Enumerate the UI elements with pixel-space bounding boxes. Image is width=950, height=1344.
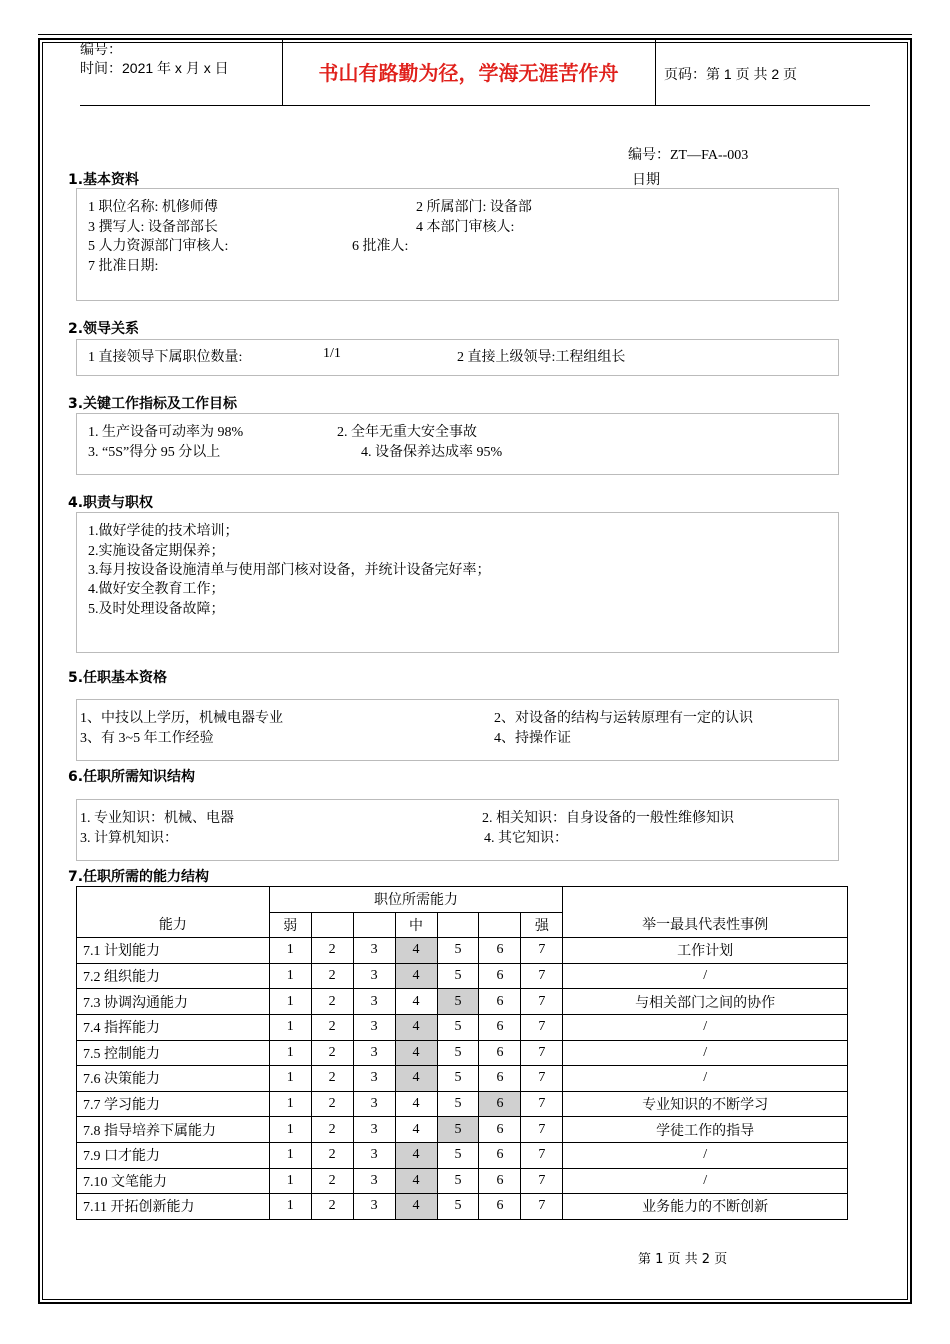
ability-row: [77, 1168, 848, 1194]
ability-level-cell: 1: [269, 938, 311, 964]
ability-level-cell: 4: [395, 1040, 437, 1066]
approval-date-field: 7 批准日期:: [88, 259, 159, 274]
ability-level-cell: 1: [269, 1040, 311, 1066]
ability-level-cell: 4: [395, 989, 437, 1015]
doc-code: 编号：ZT—FA--003: [628, 148, 749, 163]
ability-example: /: [563, 963, 848, 989]
ability-level-cell: 5: [437, 1117, 479, 1143]
dept-reviewer-field: 4 本部门审核人:: [416, 220, 515, 235]
ability-level-cell: 6: [479, 1014, 521, 1040]
ability-level-cell: 6: [479, 1142, 521, 1168]
ability-name: 7.4 指挥能力: [77, 1014, 270, 1040]
page-footer: 第 1 页 共 2 页: [638, 1252, 728, 1267]
ability-row: [77, 938, 848, 964]
ability-level-cell: 6: [479, 963, 521, 989]
scale-weak: 弱: [269, 912, 311, 938]
header-page-info: 页码：第 1 页 共 2 页: [664, 66, 798, 82]
ability-level-cell: 5: [437, 1168, 479, 1194]
scale-mid: 中: [395, 912, 437, 938]
ability-level-cell: 7: [521, 938, 563, 964]
ability-level-cell: 5: [437, 1091, 479, 1117]
ability-row: [77, 1091, 848, 1117]
qualification-3: 3、有 3~5 年工作经验: [80, 731, 214, 746]
ability-level-cell: 3: [353, 963, 395, 989]
ability-table: [76, 886, 848, 1220]
knowledge-4: 4. 其它知识：: [484, 831, 568, 846]
duty-item: 3.每月按设备设施清单与使用部门核对设备，并统计设备完好率；: [88, 563, 491, 578]
top-rule: [38, 34, 912, 35]
ability-level-cell: 4: [395, 1117, 437, 1143]
kpi-4: 4. 设备保养达成率 95%: [361, 445, 503, 460]
ability-level-cell: 3: [353, 1168, 395, 1194]
ability-name: 7.6 决策能力: [77, 1066, 270, 1092]
ability-level-cell: 1: [269, 963, 311, 989]
ability-level-cell: 7: [521, 1117, 563, 1143]
ability-level-cell: 3: [353, 989, 395, 1015]
ability-level-cell: 7: [521, 963, 563, 989]
ability-level-cell: 1: [269, 1142, 311, 1168]
ability-level-cell: 2: [311, 1117, 353, 1143]
ability-level-cell: 7: [521, 1066, 563, 1092]
ability-example: 学徒工作的指导: [563, 1117, 848, 1143]
ability-level-cell: 4: [395, 963, 437, 989]
ability-name: 7.1 计划能力: [77, 938, 270, 964]
ability-example: 专业知识的不断学习: [563, 1091, 848, 1117]
ability-name: 7.8 指导培养下属能力: [77, 1117, 270, 1143]
ability-example: /: [563, 1066, 848, 1092]
ability-level-cell: 3: [353, 1194, 395, 1220]
job-title-field: 1 职位名称: 机修师傅: [88, 200, 218, 215]
ability-level-cell: 1: [269, 1066, 311, 1092]
knowledge-3: 3. 计算机知识：: [80, 831, 178, 846]
ability-level-cell: 7: [521, 1040, 563, 1066]
ability-level-cell: 1: [269, 989, 311, 1015]
section-5-title: 5.任职基本资格: [68, 670, 168, 686]
ability-level-cell: 2: [311, 963, 353, 989]
ability-row: [77, 1194, 848, 1220]
ability-row: [77, 989, 848, 1015]
hr-reviewer-field: 5 人力资源部门审核人:: [88, 239, 229, 254]
kpi-3: 3. “5S”得分 95 分以上: [88, 445, 221, 460]
ability-level-cell: 4: [395, 1014, 437, 1040]
ability-level-cell: 5: [437, 1014, 479, 1040]
ability-example: 工作计划: [563, 938, 848, 964]
section-3-title: 3.关键工作指标及工作目标: [68, 396, 238, 412]
ability-name: 7.10 文笔能力: [77, 1168, 270, 1194]
ability-level-cell: 2: [311, 1142, 353, 1168]
section-7-title: 7.任职所需的能力结构: [68, 869, 210, 885]
kpi-1: 1. 生产设备可动率为 98%: [88, 425, 244, 440]
ability-level-cell: 4: [395, 1168, 437, 1194]
header-motto: 书山有路勤为径，学海无涯苦作舟: [282, 40, 656, 106]
ability-level-cell: 2: [311, 938, 353, 964]
ability-level-cell: 4: [395, 1066, 437, 1092]
ability-level-cell: 5: [437, 938, 479, 964]
ability-level-cell: 3: [353, 1091, 395, 1117]
ability-example: 业务能力的不断创新: [563, 1194, 848, 1220]
ability-level-cell: 2: [311, 1040, 353, 1066]
ability-level-cell: 5: [437, 1040, 479, 1066]
ability-row: [77, 963, 848, 989]
ability-level-cell: 2: [311, 1091, 353, 1117]
ability-row: [77, 1066, 848, 1092]
ability-name: 7.7 学习能力: [77, 1091, 270, 1117]
ability-level-cell: 7: [521, 1194, 563, 1220]
approver-field: 6 批准人:: [352, 239, 409, 254]
ability-level-cell: 5: [437, 1066, 479, 1092]
ability-level-cell: 5: [437, 1142, 479, 1168]
header-left: [80, 40, 283, 106]
ability-level-cell: 2: [311, 989, 353, 1015]
ability-level-cell: 6: [479, 938, 521, 964]
ability-level-cell: 6: [479, 1091, 521, 1117]
ability-level-cell: 6: [479, 1117, 521, 1143]
ability-level-cell: 2: [311, 1014, 353, 1040]
ability-example: /: [563, 1040, 848, 1066]
kpi-2: 2. 全年无重大安全事故: [337, 425, 477, 440]
ability-level-cell: 5: [437, 963, 479, 989]
section-1-title: 1.基本资料: [68, 172, 140, 188]
duty-item: 1.做好学徒的技术培训；: [88, 524, 239, 539]
department-field: 2 所属部门: 设备部: [416, 200, 532, 215]
duty-item: 4.做好安全教育工作；: [88, 582, 225, 597]
section-2-title: 2.领导关系: [68, 321, 140, 337]
doc-number-label: 编号：: [80, 41, 122, 57]
duty-item: 5.及时处理设备故障；: [88, 602, 225, 617]
ability-level-cell: 6: [479, 1168, 521, 1194]
duty-item: 2.实施设备定期保养；: [88, 544, 225, 559]
col-example-header: 举一最具代表性事例: [563, 887, 848, 938]
ability-level-cell: 4: [395, 1194, 437, 1220]
ability-level-cell: 1: [269, 1117, 311, 1143]
ability-level-cell: 2: [311, 1194, 353, 1220]
ability-level-cell: 7: [521, 1014, 563, 1040]
ability-example: /: [563, 1142, 848, 1168]
ability-name: 7.5 控制能力: [77, 1040, 270, 1066]
col-ability-header: 能力: [77, 887, 270, 938]
ability-name: 7.9 口才能力: [77, 1142, 270, 1168]
section-4-title: 4.职责与职权: [68, 495, 154, 511]
ability-row: [77, 1142, 848, 1168]
ability-level-cell: 7: [521, 1091, 563, 1117]
ability-level-cell: 2: [311, 1168, 353, 1194]
direct-superior: 2 直接上级领导:工程组组长: [457, 350, 626, 365]
header-rule: [80, 105, 870, 106]
ability-example: /: [563, 1168, 848, 1194]
ability-level-cell: 3: [353, 938, 395, 964]
ability-row: [77, 1117, 848, 1143]
ability-level-cell: 3: [353, 1142, 395, 1168]
ability-level-cell: 1: [269, 1168, 311, 1194]
ability-name: 7.11 开拓创新能力: [77, 1194, 270, 1220]
ability-level-cell: 1: [269, 1091, 311, 1117]
ability-level-cell: 4: [395, 1142, 437, 1168]
qualification-4: 4、持操作证: [494, 731, 571, 746]
ability-level-cell: 4: [395, 938, 437, 964]
date-line: 时间：2021 年 x 月 x 日: [80, 60, 229, 76]
ability-level-cell: 2: [311, 1066, 353, 1092]
ability-level-cell: 1: [269, 1014, 311, 1040]
knowledge-1: 1. 专业知识：机械、电器: [80, 811, 234, 826]
knowledge-2: 2. 相关知识：自身设备的一般性维修知识: [482, 811, 734, 826]
section-6-title: 6.任职所需知识结构: [68, 769, 196, 785]
ability-example: 与相关部门之间的协作: [563, 989, 848, 1015]
ability-level-cell: 5: [437, 989, 479, 1015]
ability-level-cell: 6: [479, 1194, 521, 1220]
ability-name: 7.2 组织能力: [77, 963, 270, 989]
qualification-1: 1、中技以上学历，机械电器专业: [80, 711, 283, 726]
ability-level-cell: 3: [353, 1117, 395, 1143]
ability-level-cell: 4: [395, 1091, 437, 1117]
subordinate-count-value: 1/1: [323, 346, 341, 361]
ability-level-cell: 6: [479, 989, 521, 1015]
qualification-2: 2、对设备的结构与运转原理有一定的认识: [494, 711, 753, 726]
ability-row: [77, 1014, 848, 1040]
doc-date-label: 日期: [632, 173, 660, 188]
ability-level-cell: 3: [353, 1066, 395, 1092]
ability-level-cell: 7: [521, 1142, 563, 1168]
writer-field: 3 撰写人: 设备部部长: [88, 220, 218, 235]
ability-example: /: [563, 1014, 848, 1040]
ability-level-cell: 3: [353, 1040, 395, 1066]
ability-row: [77, 1040, 848, 1066]
col-required-header: 职位所需能力: [269, 887, 563, 913]
ability-level-cell: 3: [353, 1014, 395, 1040]
ability-level-cell: 1: [269, 1194, 311, 1220]
ability-level-cell: 6: [479, 1066, 521, 1092]
subordinate-count-label: 1 直接领导下属职位数量:: [88, 350, 243, 365]
ability-level-cell: 7: [521, 989, 563, 1015]
ability-level-cell: 6: [479, 1040, 521, 1066]
ability-level-cell: 7: [521, 1168, 563, 1194]
scale-strong: 强: [521, 912, 563, 938]
ability-name: 7.3 协调沟通能力: [77, 989, 270, 1015]
ability-level-cell: 5: [437, 1194, 479, 1220]
